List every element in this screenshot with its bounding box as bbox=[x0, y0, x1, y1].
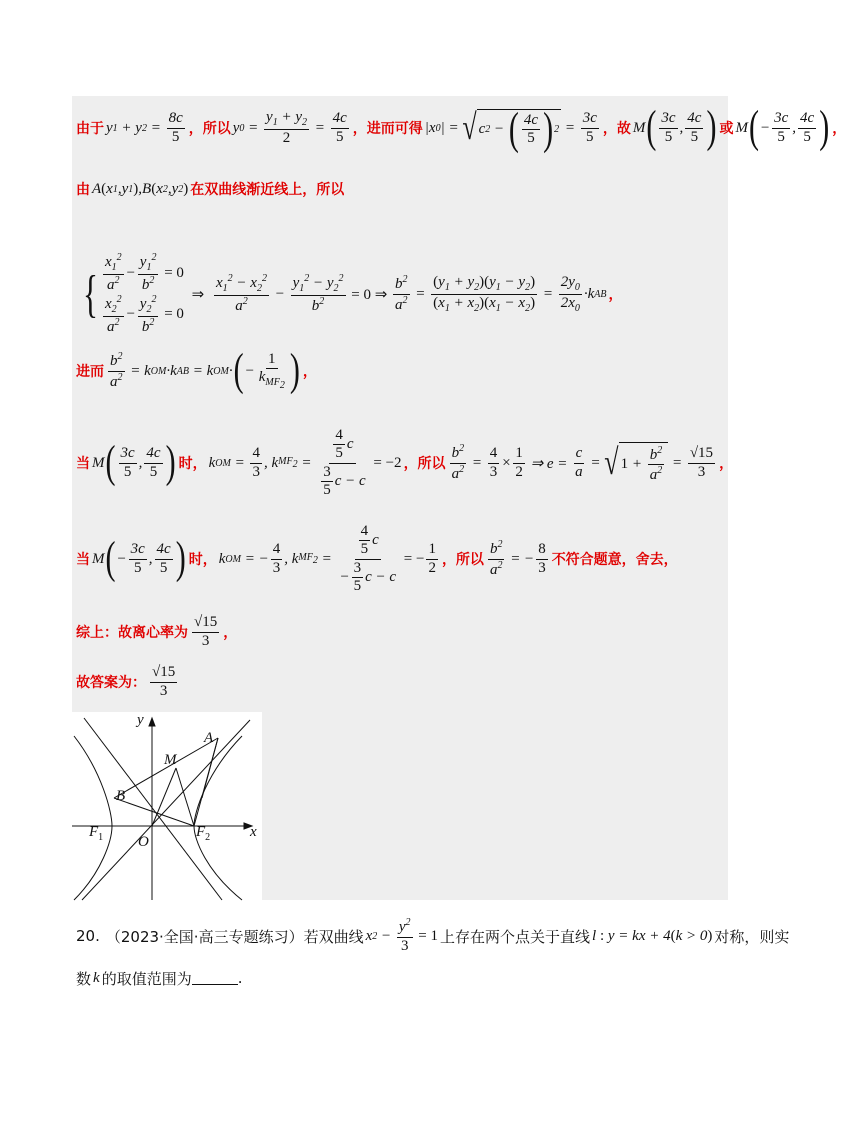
label-f1: $F_1$ bbox=[89, 824, 104, 843]
solution-text: ， bbox=[223, 625, 238, 641]
solution-text: 故答案为： bbox=[76, 675, 146, 691]
solution-text: 由 bbox=[76, 182, 90, 198]
solution-text: ， bbox=[832, 121, 846, 137]
solution-text: ，所以 bbox=[403, 456, 446, 472]
solution-text: 时， bbox=[178, 456, 207, 472]
solution-line-6: 当 M ( − $\frac{3c}{5}$ , $\frac{4c}{5}$ ) 时， k OM = − $\frac{4}{3}$ , k $MF_2$ = $\frac{4}{5}$ c − $\frac{3}{5}$ c − c = − $\frac{1}{2}$ ，所以 $\frac{b^2}{a^2}$ = − $\frac{8}{3}$ 不符合题意，舍去， bbox=[76, 523, 678, 594]
question-20-line-1: 20. （2023·全国·高三专题练习）若双曲线 x 2 − $\frac{y^2}{3}$ = 1 上存在两个点关于直线 l : y = kx + 4 ( k > 0 ) 对称，则实 bbox=[76, 917, 790, 954]
question-number: 20. bbox=[76, 927, 100, 945]
answer-blank[interactable] bbox=[192, 972, 238, 985]
segment-om bbox=[152, 768, 176, 826]
question-text: 数 bbox=[76, 969, 92, 988]
question-text: 的取值范围为 bbox=[101, 969, 192, 988]
question-text: 对称，则实 bbox=[714, 927, 790, 946]
solution-text: ，所以 bbox=[188, 121, 231, 137]
solution-line-4: 进而 $\frac{b^2}{a^2}$ = k OM ·k AB = k OM · ( − $\frac{1}{k_{MF_2}}$ ) ， bbox=[76, 345, 317, 395]
label-b: B bbox=[116, 788, 126, 804]
label-x: x bbox=[250, 824, 257, 840]
solution-text: ，所以 bbox=[441, 552, 484, 568]
label-o: O bbox=[138, 834, 149, 850]
solution-text: 由于 bbox=[76, 121, 104, 137]
solution-text: 在双曲线渐近线上，所以 bbox=[190, 182, 345, 198]
hyperbola-figure bbox=[72, 712, 262, 900]
solution-line-3: { $\frac{x_1^2}{a^2}$ − $\frac{y_1^2}{b^2}$ = 0 $\frac{x_2^2}{a^2}$ − $\frac{y_2^2}{b^2}$ = 0 ⇒ $\frac{x_1^2 - x_2^2}{a^2}$ − $\frac{y_1^2 - y_2^2}{b^2}$ = 0 ⇒ $\frac{b^2}{a^2}$ = $\frac{(y_1 + y_2)(y_1 - y_2)}{(x_1 + x_2)(x_1 - x_2)}$ = $\frac{2y_0}{2x_0}$ ·k AB ， bbox=[82, 252, 623, 335]
solution-text: 不符合题意，舍去， bbox=[551, 552, 678, 568]
solution-text: 综上：故离心率为 bbox=[76, 625, 188, 641]
asymptote-2 bbox=[84, 718, 222, 900]
hyperbola-diagram bbox=[72, 712, 262, 900]
solution-line-7: 综上：故离心率为 $\frac{√15}{3}$ ， bbox=[76, 614, 238, 649]
label-f2: $F_2$ bbox=[196, 824, 211, 843]
question-text: . bbox=[237, 969, 243, 987]
solution-text: ， bbox=[608, 287, 623, 303]
question-20-line-2: 数 k 的取值范围为 . bbox=[76, 969, 243, 988]
question-text: 上存在两个点关于直线 bbox=[440, 927, 591, 946]
solution-text: ， bbox=[302, 364, 317, 380]
solution-text: 时， bbox=[188, 552, 217, 568]
solution-line-8: 故答案为： $\frac{√15}{3}$ bbox=[76, 664, 176, 699]
hyperbola-right-branch bbox=[194, 736, 242, 900]
label-m: M bbox=[164, 752, 177, 768]
solution-line-2: 由 A ( x 1 ,y 1 ) ,B ( x 2 ,y 2 ) 在双曲线渐近线上，所以 bbox=[76, 180, 345, 198]
solution-line-1: 由于 y 1 + y 2 = $\frac{8c}{5}$ ，所以 y 0 = $\frac{y_1 + y_2}{2}$ = $\frac{4c}{5}$ ，进而可得 |x 0 | = √ c 2 − ( $\frac{4c}{5}$ ) 2 = $\frac{3c}{5}$ ，故 M ( $\frac{3c}{5}$ , $\frac{4c}{5}$ ) 或 M ( − $\frac{3c}{5}$ , $\frac{4c}{5}$ ) ， bbox=[76, 102, 846, 154]
solution-text: 进而 bbox=[76, 364, 104, 380]
asymptote-1 bbox=[82, 720, 250, 900]
solution-line-5: 当 M ( $\frac{3c}{5}$ , $\frac{4c}{5}$ ) 时， k OM = $\frac{4}{3}$ , k $MF_2$ = $\frac{4}{5}$ c $\frac{3}{5}$ c − c = −2 ，所以 $\frac{b^2}{a^2}$ = $\frac{4}{3}$ × $\frac{1}{2}$ ⇒ e = $\frac{c}{a}$ = √ 1 + $\frac{b^2}{a^2}$ = $\frac{√15}{3}$ ， bbox=[76, 427, 734, 498]
solution-text: 当 bbox=[76, 552, 90, 568]
label-y: y bbox=[137, 712, 144, 728]
solution-text: 当 bbox=[76, 456, 90, 472]
hyperbola-left-branch bbox=[74, 736, 112, 900]
label-a: A bbox=[204, 730, 214, 746]
y-axis-arrow bbox=[149, 718, 155, 726]
segment-a-branch bbox=[202, 738, 218, 798]
solution-text: ，进而可得 bbox=[352, 121, 423, 137]
solution-text: ，故 bbox=[602, 121, 631, 137]
chord-ab bbox=[114, 738, 218, 798]
question-text: （2023·全国·高三专题练习）若双曲线 bbox=[105, 927, 364, 946]
solution-text: ， bbox=[719, 456, 734, 472]
solution-text: 或 bbox=[719, 121, 734, 137]
